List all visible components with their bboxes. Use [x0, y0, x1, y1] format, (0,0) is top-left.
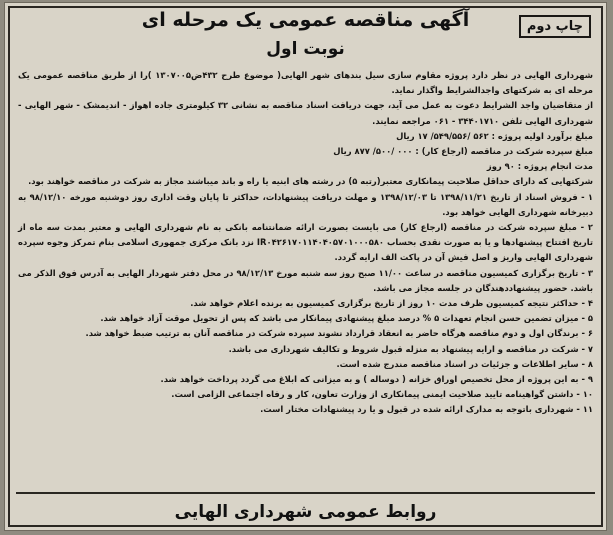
- paragraph: ۵ - میزان تضمین حسن انجام تعهدات ۵ % درصد مبلغ پیشنهادی پیمانکار می باشد که پس از تحویل موقت آزاد خواهد شد.: [100, 313, 593, 324]
- paragraph: شرکتهایی که دارای حداقل صلاحیت پیمانکاری معتبر(رتبه ۵) در رشته های ابنیه یا راه و باند میباشند مجاز به شرکت در مناقصه خواهند بود.: [28, 176, 593, 187]
- paragraph: ۲ - مبلغ سپرده شرکت در مناقصه (ارجاع کار) می بایست بصورت ارائه ضمانتنامه بانکی به نام شهرداری الهایی و معتبر بمدت سه ماه از تاریخ افتتاح پیشنهادها و یا به صورت نقدی بحساب IR۰۴۲۶۱۷۰۱۱۴۰۴۰۵۷۰۱۰۰۰۵۸۰ نزد بانک مرکزی جمهوری اسلامی بنام تمرکز وجوه سپرده شهرداری الهایی واریز و اصل فیش آن در پاکت الف ارایه گردد.: [18, 222, 593, 263]
- footer-signature: روابط عمومی شهرداری الهایی: [174, 502, 437, 522]
- announcement-body: [18, 68, 593, 418]
- page-subtitle: نوبت اول: [266, 39, 345, 59]
- footer-divider: [16, 492, 595, 494]
- paragraph: ۴ - حداکثر نتیجه کمیسیون ظرف مدت ۱۰ روز از تاریخ برگزاری کمیسیون به برنده اعلام خواهد شد.: [190, 298, 593, 309]
- paragraph: ۸ - سایر اطلاعات و جزئیات در اسناد مناقصه مندرج شده است.: [336, 358, 593, 369]
- paragraph: مبلغ برآورد اولیه پروژه : ۵۶۲ /۵۴۹/۵۵۶/ ۱۷ ریال: [396, 130, 593, 141]
- paragraph: ۹ - به این پروژه از محل تخصیص اوراق خزانه ( دوساله ) و به میزانی که ابلاغ می گردد پرداخت خواهد شد.: [160, 374, 593, 385]
- print-edition-badge: چاپ دوم: [519, 15, 591, 38]
- paragraph: از متقاضیان واجد الشرایط دعوت به عمل می آید، جهت دریافت اسناد مناقصه به نشانی ۳۲ کیلومتری جاده اهواز - اندیمشک - شهر الهایی - شهرداری الهایی تلفن ۳۴۴۰۱۷۱۰ - ۰۶۱ مراجعه نمایند.: [18, 100, 593, 126]
- paragraph: مبلغ سپرده شرکت در مناقصه (ارجاع کار) : ۰۰۰ /۵۰۰/ ۸۷۷ ریال: [333, 146, 593, 157]
- paragraph: شهرداری الهایی در نظر دارد پروژه مقاوم سازی سیل بندهای شهر الهایی( موضوع طرح ۴۳۲ض۱۳۰۷۰۰۵ )را از طریق مناقصه عمومی یک مرحله ای به شرکتهای واجدالشرایط واگذار نماید.: [18, 70, 593, 96]
- paragraph: ۶ - برندگان اول و دوم مناقصه هرگاه حاضر به انعقاد قرارداد نشوند سپرده شرکت در مناقصه آنان به ترتیب ضبط خواهد شد.: [85, 328, 593, 339]
- newspaper-clipping: [4, 2, 607, 531]
- paragraph: ۱۰ - داشتن گواهینامه تایید صلاحیت ایمنی پیمانکاری از وزارت تعاون، کار و رفاه اجتماعی الزامی است.: [171, 389, 593, 400]
- paragraph: ۱ - فروش اسناد از تاریخ ۱۳۹۸/۱۱/۲۱ تا ۱۳۹۸/۱۲/۰۳ و مهلت دریافت پیشنهادات، حداکثر تا پایان وقت اداری روز دوشنبه مورخه ۹۸/۱۲/۱۰ به دبیرخانه شهرداری الهایی خواهد بود.: [18, 191, 594, 217]
- paragraph: ۷ - شرکت در مناقصه و ارایه پیشنهاد به منزله قبول شروط و تکالیف شهرداری می باشد.: [228, 343, 593, 354]
- page-title: آگهی مناقصه عمومی یک مرحله ای: [141, 9, 470, 31]
- border-frame: [8, 6, 603, 527]
- paragraph: مدت انجام پروژه : ۹۰ روز: [486, 161, 593, 172]
- paragraph: ۳ - تاریخ برگزاری کمیسیون مناقصه در ساعت ۱۱/۰۰ صبح روز سه شنبه مورخ ۹۸/۱۲/۱۳ در محل دفتر شهردار الهایی به آدرس فوق الذکر می باشد. حضور پیشنهاددهندگان در جلسه مجاز می باشد.: [18, 267, 593, 293]
- paragraph: ۱۱ - شهرداری باتوجه به مدارک ارائه شده در قبول و یا رد پیشنهادات مختار است.: [260, 404, 593, 415]
